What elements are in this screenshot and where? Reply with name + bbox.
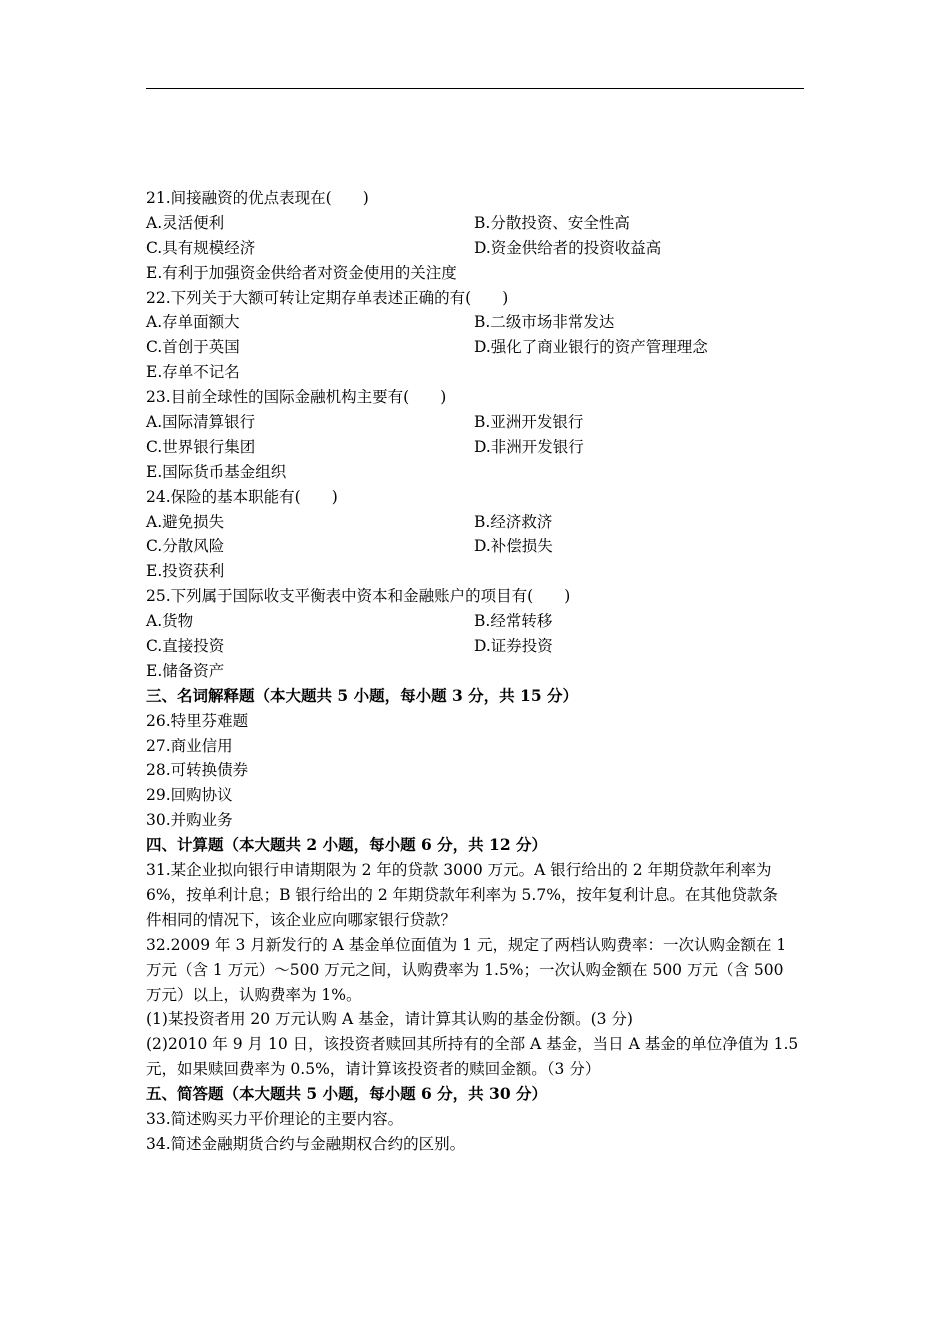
option-e: E.国际货币基金组织 — [146, 462, 287, 481]
option-c: C.分散风险 — [146, 537, 225, 556]
question-32-part-2: 元，如果赎回费率为 0.5%，请计算该投资者的赎回金额。（3 分） — [146, 1060, 601, 1079]
option-a: A.货物 — [146, 612, 194, 631]
option-d: D.补偿损失 — [474, 537, 553, 556]
section-heading: 四、计算题（本大题共 2 小题，每小题 6 分，共 12 分） — [146, 835, 548, 855]
question-32-part-1: (1)某投资者用 20 万元认购 A 基金，请计算其认购的基金份额。(3 分) — [146, 1010, 633, 1029]
option-a: A.国际清算银行 — [146, 413, 256, 432]
question-32-line: 32.2009 年 3 月新发行的 A 基金单位面值为 1 元，规定了两档认购费率：一次认购金额在 1 — [146, 935, 787, 954]
option-a: A.存单面额大 — [146, 313, 240, 332]
term-item: 30.并购业务 — [146, 811, 233, 830]
question-31-line: 件相同的情况下，该企业应向哪家银行贷款？ — [146, 910, 457, 929]
option-e: E.有利于加强资金供给者对资金使用的关注度 — [146, 263, 457, 282]
option-row — [146, 510, 806, 535]
option-row — [146, 634, 806, 659]
option-e: E.投资获利 — [146, 562, 225, 581]
option-d: D.强化了商业银行的资产管理理念 — [474, 338, 708, 357]
option-row — [146, 236, 806, 261]
question-31-line: 6%，按单利计息；B 银行给出的 2 年期贷款年利率为 5.7%，按年复利计息。在其他贷款条 — [146, 885, 778, 904]
option-a: A.避免损失 — [146, 512, 225, 531]
term-item: 29.回购协议 — [146, 786, 233, 805]
option-row — [146, 435, 806, 460]
option-c: C.首创于英国 — [146, 338, 240, 357]
option-d: D.资金供给者的投资收益高 — [474, 238, 662, 257]
term-item: 27.商业信用 — [146, 736, 233, 755]
question-32-part-2: (2)2010 年 9 月 10 日，该投资者赎回其所持有的全部 A 基金，当日 A 基金的单位净值为 1.5 — [146, 1035, 799, 1054]
section-heading: 五、简答题（本大题共 5 小题，每小题 6 分，共 30 分） — [146, 1084, 548, 1104]
option-c: C.直接投资 — [146, 637, 225, 656]
question-stem: 24.保险的基本职能有( ) — [146, 487, 338, 506]
option-b: B.二级市场非常发达 — [474, 313, 615, 332]
option-b: B.亚洲开发银行 — [474, 413, 584, 432]
option-d: D.非洲开发银行 — [474, 437, 584, 456]
option-row — [146, 410, 806, 435]
question-32-line: 万元）以上，认购费率为 1%。 — [146, 985, 362, 1004]
option-b: B.经常转移 — [474, 612, 553, 631]
question-stem: 22.下列关于大额可转让定期存单表述正确的有( ) — [146, 288, 509, 307]
question-stem: 21.间接融资的优点表现在( ) — [146, 189, 369, 207]
option-b: B.经济救济 — [474, 512, 553, 531]
question-stem: 23.目前全球性的国际金融机构主要有( ) — [146, 388, 447, 407]
option-row — [146, 609, 806, 634]
option-c: C.具有规模经济 — [146, 238, 256, 257]
option-row — [146, 534, 806, 559]
option-d: D.证券投资 — [474, 637, 553, 656]
short-answer-item: 33.简述购买力平价理论的主要内容。 — [146, 1109, 404, 1128]
question-31-line: 31.某企业拟向银行申请期限为 2 年的贷款 3000 万元。A 银行给出的 2 年期贷款年利率为 — [146, 861, 772, 880]
option-b: B.分散投资、安全性高 — [474, 213, 630, 232]
option-row — [146, 310, 806, 335]
option-c: C.世界银行集团 — [146, 437, 256, 456]
header-rule — [146, 88, 804, 89]
document-body — [146, 186, 806, 1157]
short-answer-item: 34.简述金融期货合约与金融期权合约的区别。 — [146, 1134, 466, 1153]
section-heading: 三、名词解释题（本大题共 5 小题，每小题 3 分，共 15 分） — [146, 685, 579, 705]
option-a: A.灵活便利 — [146, 213, 225, 232]
option-row — [146, 211, 806, 236]
option-e: E.存单不记名 — [146, 363, 240, 382]
question-stem: 25.下列属于国际收支平衡表中资本和金融账户的项目有( ) — [146, 587, 571, 606]
term-item: 26.特里芬难题 — [146, 711, 249, 730]
question-32-line: 万元（含 1 万元）～500 万元之间，认购费率为 1.5%；一次认购金额在 500 万元（含 500 — [146, 960, 784, 979]
option-row — [146, 335, 806, 360]
term-item: 28.可转换债券 — [146, 761, 249, 780]
option-e: E.储备资产 — [146, 661, 225, 680]
